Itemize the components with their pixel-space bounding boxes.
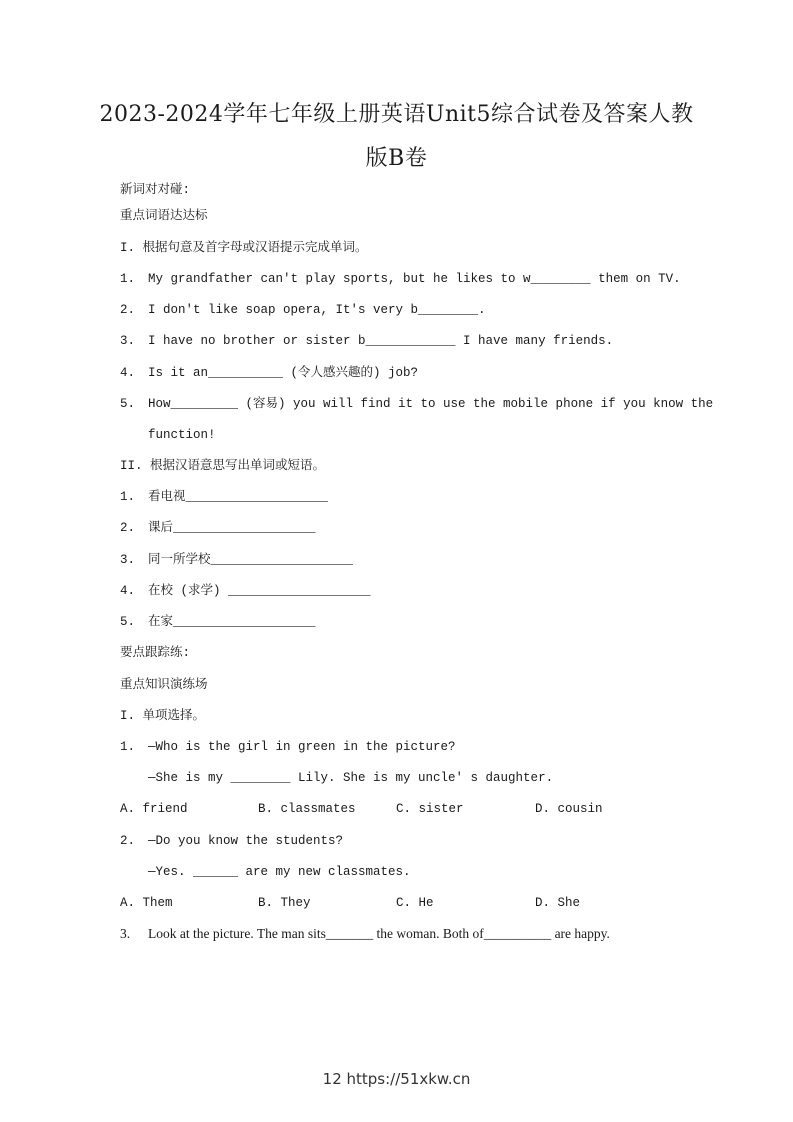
part1-item5-continuation: function! — [148, 428, 216, 442]
item-text: I have no brother or sister b____________ I have many friends. — [148, 334, 614, 348]
item-text: I don't like soap opera, It's very b________. — [148, 303, 486, 317]
q1-option-c: C. sister — [396, 802, 464, 816]
part1-item — [120, 333, 613, 349]
item-number: 4. — [120, 366, 136, 380]
section-new-words: 新词对对碰: — [120, 183, 191, 197]
page-footer: 12 https://51xkw.cn — [322, 1070, 471, 1088]
question-text: —Who is the girl in green in the picture? — [148, 740, 456, 754]
question-text: —Do you know the students? — [148, 834, 344, 848]
section-practice: 要点跟踪练: — [120, 646, 191, 660]
q2-option-a: A. Them — [120, 896, 173, 910]
q1-option-b: B. classmates — [258, 802, 356, 816]
section-practice-field: 重点知识演练场 — [120, 678, 208, 692]
q1-option-d: D. cousin — [535, 802, 603, 816]
item-number: 2. — [120, 834, 136, 848]
question-1-line2: —She is my ________ Lily. She is my uncle' s daughter. — [148, 771, 554, 785]
part1-title: I. 根据句意及首字母或汉语提示完成单词。 — [120, 241, 368, 255]
item-number: 3. — [120, 553, 136, 567]
item-number: 1. — [120, 272, 136, 286]
item-number: 5. — [120, 397, 136, 411]
part2-item — [120, 489, 328, 505]
item-text: 看电视___________________ — [148, 490, 329, 504]
item-text: 同一所学校___________________ — [148, 553, 354, 567]
q2-option-b: B. They — [258, 896, 311, 910]
section-key-words: 重点词语达达标 — [120, 209, 208, 223]
item-number: 3. — [120, 926, 131, 941]
part2-item — [120, 614, 316, 630]
item-text: 课后___________________ — [148, 521, 316, 535]
question-3 — [120, 926, 610, 942]
item-text: 在家___________________ — [148, 615, 316, 629]
part2-item — [120, 520, 316, 536]
item-number: 4. — [120, 584, 136, 598]
part1-item — [120, 271, 681, 287]
part3-title: I. 单项选择。 — [120, 709, 206, 723]
item-number: 5. — [120, 615, 136, 629]
item-number: 2. — [120, 521, 136, 535]
part2-item — [120, 583, 371, 599]
item-number: 1. — [120, 740, 136, 754]
item-number: 3. — [120, 334, 136, 348]
document-title-line1: 2023-2024学年七年级上册英语Unit5综合试卷及答案人教 — [99, 102, 694, 127]
q1-option-a: A. friend — [120, 802, 188, 816]
question-2 — [120, 833, 343, 849]
item-text: My grandfather can't play sports, but he likes to w________ them on TV. — [148, 272, 681, 286]
part2-title: II. 根据汉语意思写出单词或短语。 — [120, 459, 326, 473]
question-text: Look at the picture. The man sits_______ the woman. Both of__________ are happy. — [148, 926, 610, 941]
question-1 — [120, 739, 456, 755]
document-title-line2: 版B卷 — [365, 146, 428, 171]
part1-item — [120, 396, 713, 412]
item-text: Is it an__________ (令人感兴趣的) job? — [148, 366, 419, 380]
item-text: How_________ (容易) you will find it to use the mobile phone if you know the — [148, 397, 714, 411]
item-number: 2. — [120, 303, 136, 317]
q2-option-c: C. He — [396, 896, 434, 910]
question-2-line2: —Yes. ______ are my new classmates. — [148, 865, 411, 879]
part1-item — [120, 302, 486, 318]
item-text: 在校 (求学) ___________________ — [148, 584, 371, 598]
q2-option-d: D. She — [535, 896, 581, 910]
part1-item — [120, 365, 418, 381]
part2-item — [120, 552, 353, 568]
item-number: 1. — [120, 490, 136, 504]
